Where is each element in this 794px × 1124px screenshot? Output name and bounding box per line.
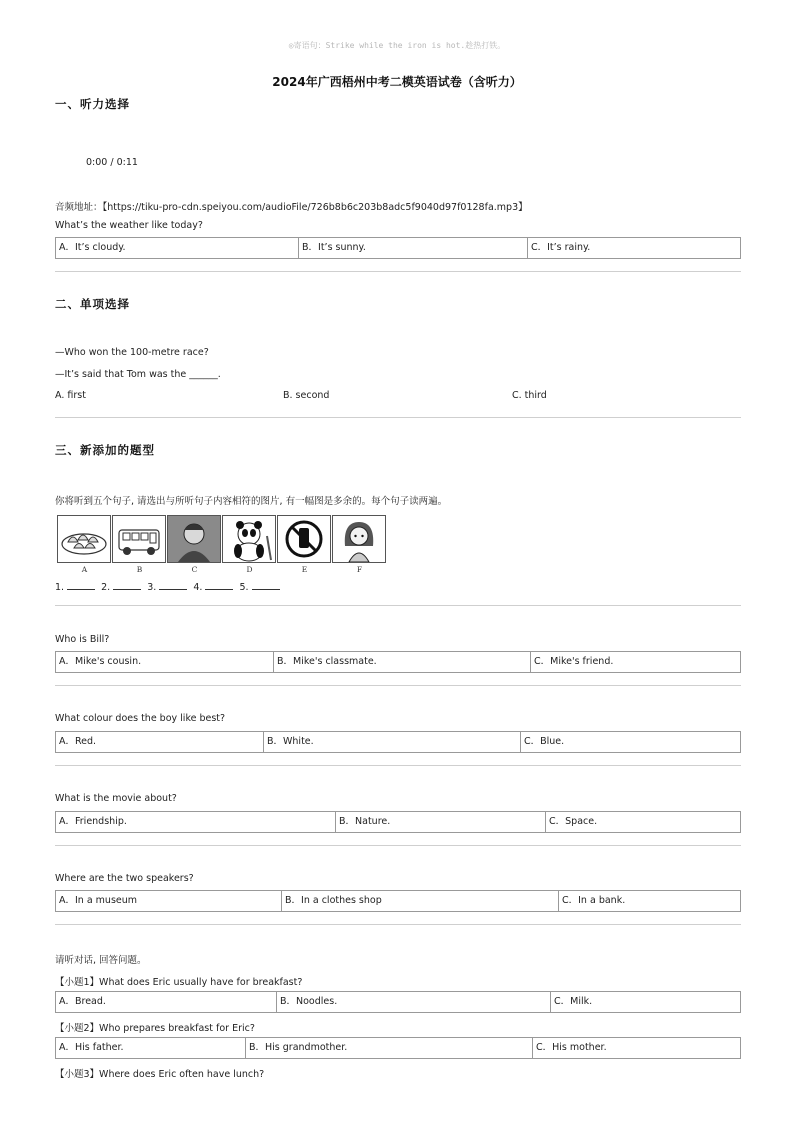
- blank-number: 3.: [147, 582, 157, 593]
- no-phone-icon: [277, 515, 331, 563]
- option-c[interactable]: C. third: [512, 390, 547, 401]
- sub-question-text: 【小题1】What does Eric usually have for breakfast?: [55, 977, 303, 988]
- option-b[interactable]: B．It’s sunny.: [299, 238, 528, 258]
- sub-question-text: 【小题3】Where does Eric often have lunch?: [55, 1069, 265, 1080]
- picture-strip: [57, 515, 387, 563]
- options-table: [55, 1037, 741, 1059]
- answer-blank[interactable]: [205, 580, 233, 590]
- option-b[interactable]: B．In a clothes shop: [282, 891, 559, 911]
- option-b[interactable]: B．His grandmother.: [246, 1038, 533, 1058]
- picture-label: D: [246, 565, 253, 574]
- blank-number: 1.: [55, 582, 65, 593]
- options-table: [55, 731, 741, 753]
- divider: [55, 605, 741, 606]
- divider: [55, 417, 741, 418]
- answer-blank[interactable]: [159, 580, 187, 590]
- option-c[interactable]: C．In a bank.: [562, 895, 626, 906]
- section-heading-new-types: 三、新添加的题型: [55, 443, 155, 457]
- panda-icon: [222, 515, 276, 563]
- answer-blank[interactable]: [67, 580, 95, 590]
- instruction-text: 请听对话, 回答问题。: [55, 955, 147, 966]
- picture-label: F: [356, 565, 363, 574]
- blank-number: 5.: [239, 582, 249, 593]
- option-c[interactable]: C．It’s rainy.: [531, 242, 591, 253]
- option-c[interactable]: C．His mother.: [536, 1042, 607, 1053]
- audio-player-time[interactable]: 0:00 / 0:11: [86, 157, 138, 168]
- option-a[interactable]: A．In a museum: [56, 891, 282, 911]
- boy-portrait-icon: [167, 515, 221, 563]
- divider: [55, 685, 741, 686]
- options-table: [55, 651, 741, 673]
- option-c[interactable]: C．Mike's friend.: [534, 656, 614, 667]
- divider: [55, 765, 741, 766]
- question-text: What colour does the boy like best?: [55, 713, 226, 724]
- option-a[interactable]: A．Friendship.: [56, 812, 336, 832]
- option-a[interactable]: A．Red.: [56, 732, 264, 752]
- option-a[interactable]: A．It’s cloudy.: [56, 238, 299, 258]
- blank-number: 4.: [193, 582, 203, 593]
- answer-blank[interactable]: [252, 580, 280, 590]
- divider: [55, 924, 741, 925]
- option-b[interactable]: B．White.: [264, 732, 521, 752]
- answer-blanks: [55, 580, 283, 593]
- blank-number: 2.: [101, 582, 111, 593]
- sub-question-text: 【小题2】Who prepares breakfast for Eric?: [55, 1023, 255, 1034]
- question-text: What is the movie about?: [55, 793, 177, 804]
- dialogue-line: —It’s said that Tom was the ______.: [55, 369, 221, 380]
- option-c[interactable]: C．Milk.: [554, 996, 593, 1007]
- girl-icon: [332, 515, 386, 563]
- option-b[interactable]: B．Mike's classmate.: [274, 652, 531, 672]
- page-title: 2024年广西梧州中考二模英语试卷（含听力）: [272, 75, 522, 89]
- dumplings-icon: [57, 515, 111, 563]
- option-a[interactable]: A．Bread.: [56, 992, 277, 1012]
- section-heading-listening: 一、听力选择: [55, 97, 130, 111]
- option-c[interactable]: C．Space.: [549, 816, 598, 827]
- option-a[interactable]: A．His father.: [56, 1038, 246, 1058]
- picture-label: E: [301, 565, 308, 574]
- audio-address[interactable]: 音频地址：【https://tiku-pro-cdn.speiyou.com/audioFile/726b8b6c203b8adc5f9040d97f0128fa.mp3】: [55, 202, 528, 213]
- option-b[interactable]: B. second: [283, 390, 330, 401]
- picture-label: C: [191, 565, 198, 574]
- answer-blank[interactable]: [113, 580, 141, 590]
- option-b[interactable]: B．Nature.: [336, 812, 546, 832]
- divider: [55, 845, 741, 846]
- picture-label: A: [81, 565, 88, 574]
- picture-labels: [57, 565, 387, 574]
- bus-icon: [112, 515, 166, 563]
- question-text: What’s the weather like today?: [55, 220, 203, 231]
- divider: [55, 271, 741, 272]
- section-heading-single-choice: 二、单项选择: [55, 297, 130, 311]
- option-b[interactable]: B．Noodles.: [277, 992, 551, 1012]
- options-table: [55, 991, 741, 1013]
- options-table: [55, 890, 741, 912]
- option-a[interactable]: A. first: [55, 390, 86, 401]
- option-c[interactable]: C．Blue.: [524, 736, 565, 747]
- watermark: ◎寄语句：Strike while the iron is hot.趁热打铁。: [288, 41, 506, 50]
- picture-label: B: [136, 565, 143, 574]
- options-table: [55, 237, 741, 259]
- question-text: Who is Bill?: [55, 634, 110, 645]
- dialogue-line: —Who won the 100-metre race?: [55, 347, 209, 358]
- options-table: [55, 811, 741, 833]
- instruction-text: 你将听到五个句子, 请选出与所听句子内容相符的图片, 有一幅图是多余的。每个句子读两遍。: [55, 496, 448, 507]
- question-text: Where are the two speakers?: [55, 873, 194, 884]
- option-a[interactable]: A．Mike's cousin.: [56, 652, 274, 672]
